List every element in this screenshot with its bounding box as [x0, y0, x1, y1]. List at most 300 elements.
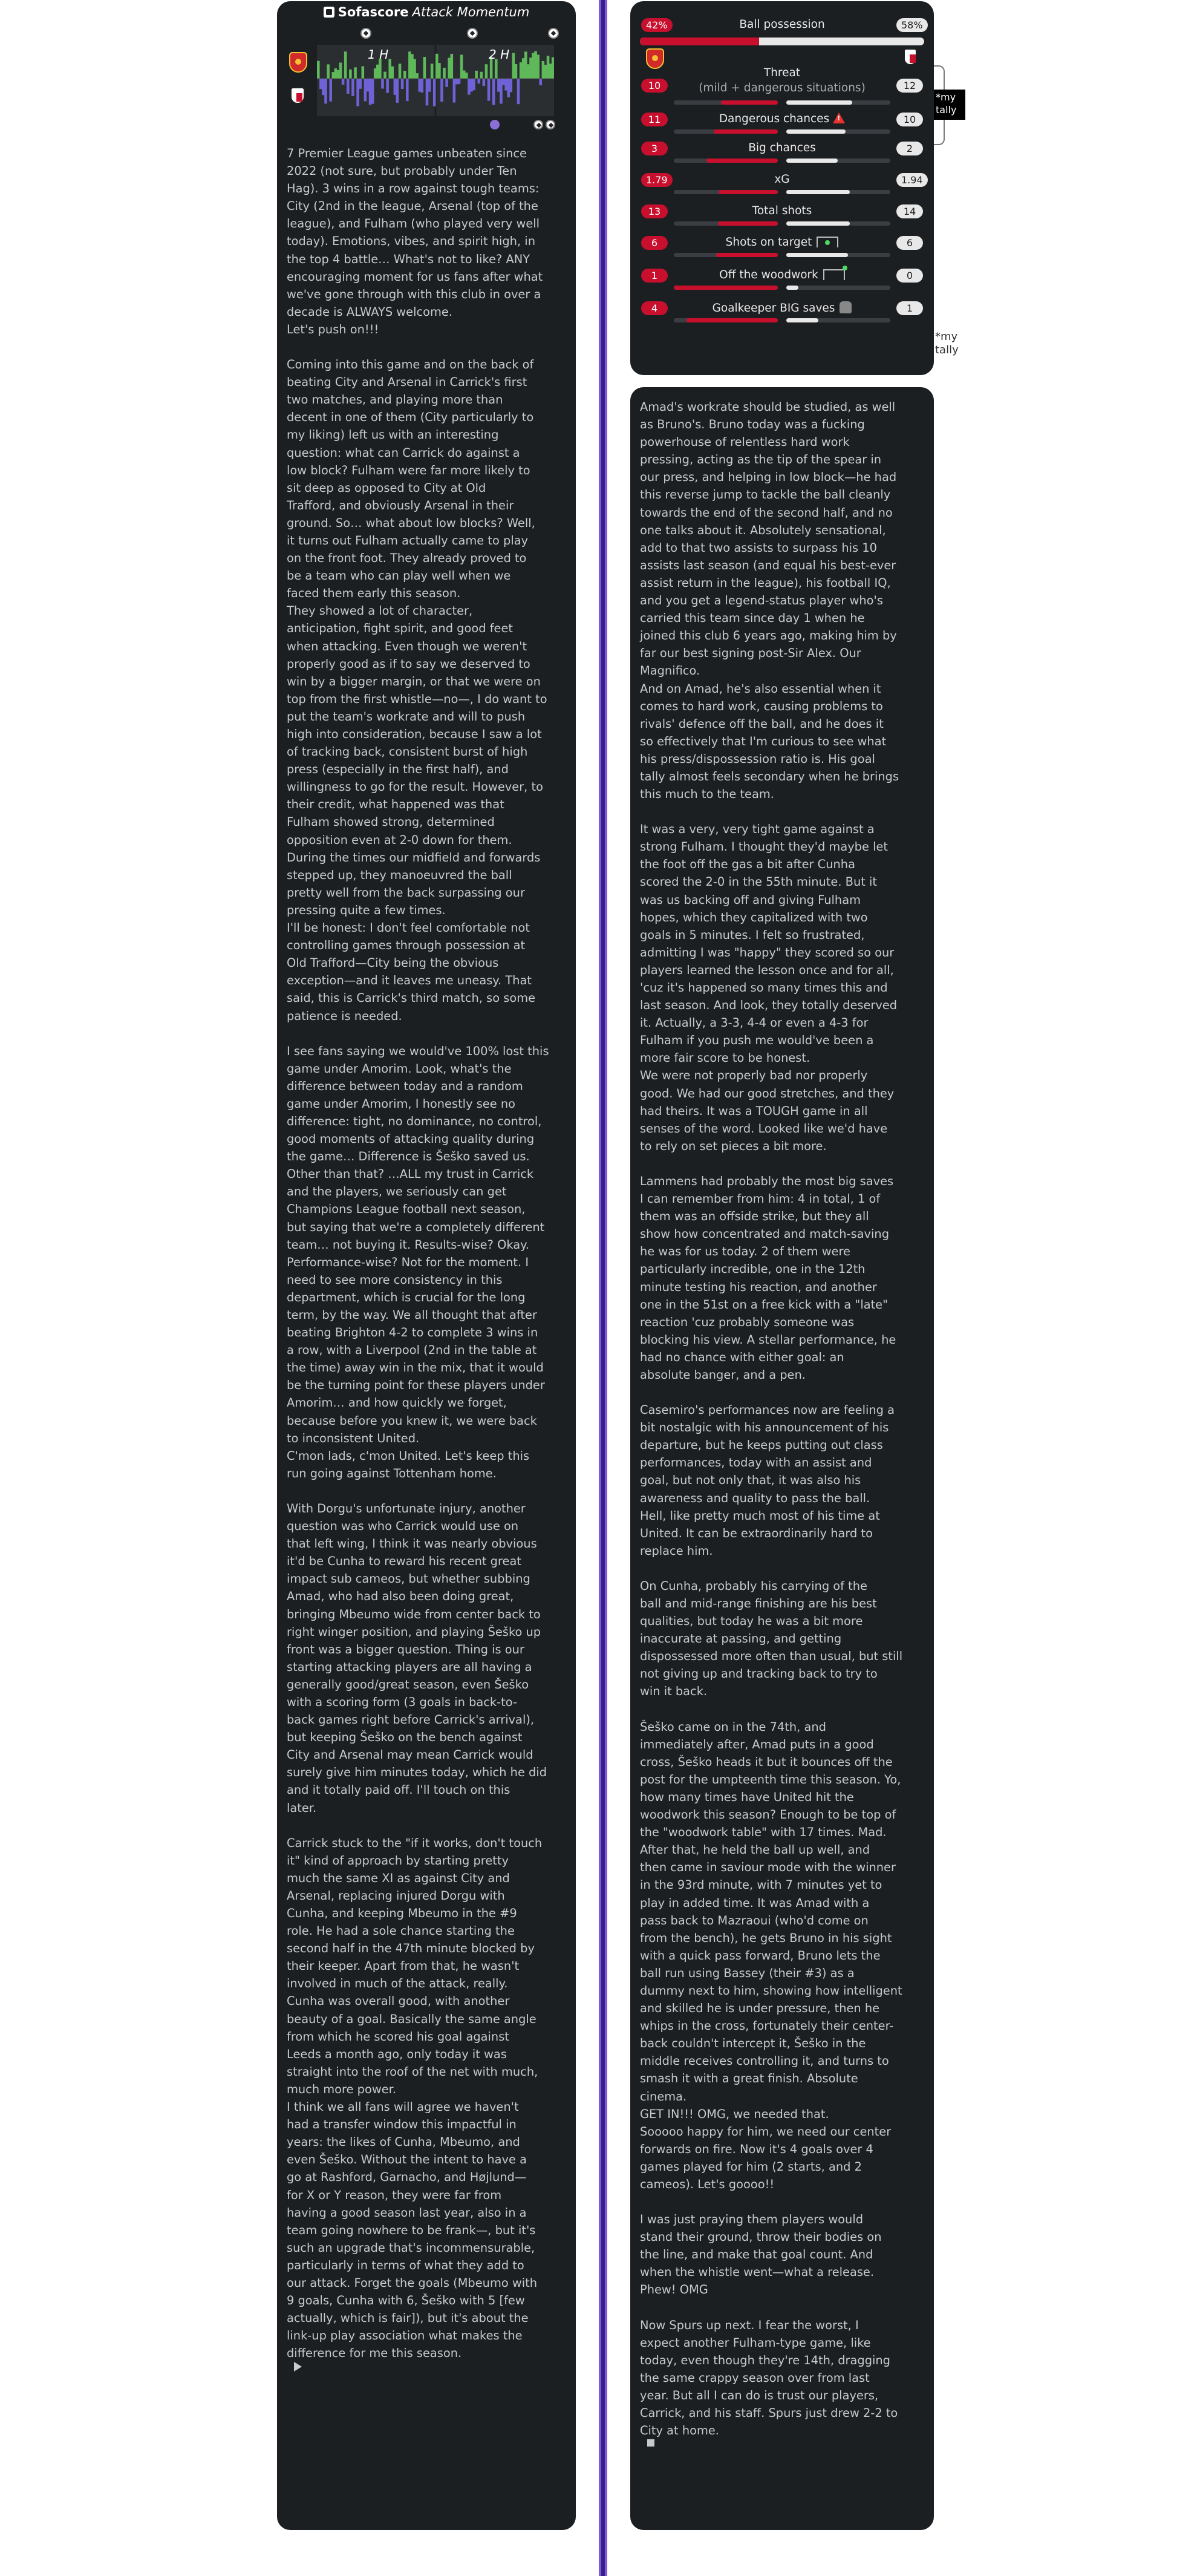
article-line: from which he scored his goal against: [287, 2029, 509, 2044]
article-line: carried this team since day 1 when he: [640, 611, 865, 626]
momentum-away-bar: [367, 79, 370, 91]
article-line: ball run using Bassey (their #3) as a: [640, 1966, 855, 1980]
momentum-home-bar: [413, 59, 416, 79]
article-line: woodwork this season? Enough to be top of: [640, 1808, 896, 1822]
article-line: add to that two assists to surpass his 10: [640, 540, 877, 555]
article-line: During the times our midfield and forwards: [287, 850, 541, 865]
article-line: faced them early this season.: [287, 586, 461, 601]
momentum-away-bar: [329, 79, 332, 102]
stat-home-value: 10: [641, 79, 668, 93]
momentum-away-bar: [517, 79, 520, 104]
fulham-badge-icon: [290, 87, 305, 104]
article-line: Carrick stuck to the "if it works, don't touch: [287, 1836, 543, 1850]
article-line: when attacking. Even though we weren't: [287, 639, 527, 653]
momentum-away-bar: [470, 79, 473, 92]
momentum-away-bar: [319, 79, 322, 89]
momentum-home-bar: [403, 71, 406, 79]
article-line: even Šeško. Without the intent to have a: [287, 2153, 527, 2167]
article-line: opposition even at 2-0 down for them.: [287, 832, 512, 847]
momentum-away-bar: [440, 79, 443, 102]
article-line: the top 4 battle… What's not to like? ANY: [287, 252, 530, 266]
article-line: the same crappy season over from last: [640, 2370, 870, 2385]
stat-label-text: Big chances: [748, 142, 816, 154]
momentum-home-bar: [529, 57, 532, 79]
article-line: admitting I was "happy" they scored so our: [640, 945, 895, 959]
article-line: absolute banger, and a pen.: [640, 1367, 806, 1382]
article-line: Champions League football next season,: [287, 1202, 526, 1217]
article-line: hopes, which they capitalized with two: [640, 910, 868, 924]
article-line: joined this club 6 years ago, making him by: [640, 629, 897, 643]
momentum-away-bar: [386, 79, 389, 93]
stat-away-value: 2: [896, 142, 923, 155]
tally-annotation-note: [935, 330, 959, 357]
article-line: departure, but he keeps putting out class: [640, 1438, 883, 1453]
article-line: Casemiro's performances now are feeling a: [640, 1403, 895, 1417]
stat-home-bar: [714, 129, 778, 134]
article-line: our attack. Forget the goals (Mbeumo with: [287, 2275, 538, 2290]
article-line: beauty of a goal. Basically the same angle: [287, 2012, 536, 2026]
momentum-title: Attack Momentum: [412, 5, 530, 19]
momentum-home-bar: [527, 64, 530, 79]
momentum-home-bar: [438, 63, 441, 79]
article-line: but keeping Šeško on the bench against: [287, 1730, 523, 1745]
article-line: replace him.: [640, 1543, 713, 1558]
momentum-home-bar: [451, 54, 454, 79]
momentum-home-bar: [416, 73, 419, 79]
article-paragraph: [287, 1042, 571, 1482]
article-line: his press/dispossession ratio is. His goal: [640, 751, 875, 766]
momentum-away-bar: [421, 79, 424, 93]
article-line: need to see more consistency in this: [287, 1272, 503, 1287]
possession-bar: [640, 38, 924, 45]
momentum-header: [277, 5, 576, 19]
momentum-away-bar: [540, 79, 543, 85]
article-line: it" kind of approach by starting pretty: [287, 1853, 509, 1868]
possession-bar-home-fill: [640, 38, 759, 45]
momentum-away-bar: [381, 79, 384, 89]
article-line: not giving up and tracking back to try to: [640, 1667, 878, 1681]
article-line: straight into the roof of the net with much,: [287, 2064, 538, 2079]
article-line: Phew! OMG: [640, 2283, 708, 2297]
momentum-away-bar: [426, 79, 429, 105]
article-line: I think we all fans will agree we haven't: [287, 2100, 519, 2114]
momentum-home-bar: [332, 72, 335, 79]
momentum-home-bar: [465, 73, 468, 79]
first-half-label: 1 H: [368, 47, 389, 62]
article-line: Lammens had probably the most big saves: [640, 1174, 894, 1188]
article-paragraph: [640, 820, 927, 1155]
article-line: cross, Šeško heads it but it bounces off the: [640, 1754, 893, 1769]
momentum-away-bar: [401, 79, 404, 89]
article-line: them was an offside strike, but they all: [640, 1209, 869, 1224]
article-line: 'cuz it's happened so many times this and: [640, 981, 888, 995]
article-line: towards the end of the second half, and no: [640, 505, 893, 520]
article-line: had theirs. It was a TOUGH game in all: [640, 1103, 868, 1118]
article-line: bringing Mbeumo wide from center back to: [287, 1607, 541, 1621]
article-line: game under Amorim. Look, what's the: [287, 1061, 512, 1076]
stat-away-bar: [786, 159, 838, 163]
article-line: term, by the way. We all thought that after: [287, 1308, 537, 1322]
stat-away-value: 6: [896, 236, 923, 250]
stat-home-bar: [716, 253, 778, 257]
momentum-away-bar: [369, 79, 372, 105]
tally-annotation-box: [934, 90, 965, 120]
article-line: smash it with a great finish. Absolute: [640, 2071, 858, 2086]
article-line: post for the umpteenth time this season. Yo,: [640, 1772, 901, 1787]
article-line: low block? Fulham were far more likely to: [287, 463, 530, 477]
stat-home-value: 3: [641, 142, 668, 155]
article-line: had a transfer window this impactful in: [287, 2117, 517, 2132]
stat-away-value: 12: [896, 79, 923, 93]
article-line: games played for him (2 starts, and 2: [640, 2159, 862, 2174]
article-paragraph: [287, 145, 571, 338]
article-line: from the bench), he gets Bruno in his sight: [640, 1930, 892, 1945]
substitution-icon: [490, 120, 500, 129]
article-line: properly good as if to say we deserved to: [287, 656, 530, 671]
article-line: win it back.: [640, 1684, 708, 1699]
article-line: Cunha, and keeping Mbeumo in the #9: [287, 1906, 517, 1920]
article-line: bit nostalgic with his announcement of his: [640, 1420, 889, 1435]
momentum-away-bar: [324, 79, 327, 103]
article-line: run going against Tottenham home.: [287, 1466, 497, 1480]
article-line: Arsenal, replacing injured Dorgu with: [287, 1888, 505, 1903]
momentum-away-bar: [445, 79, 448, 87]
momentum-away-bar: [371, 79, 374, 104]
momentum-home-bar: [495, 59, 498, 79]
goal-ball-icon: [548, 28, 559, 39]
article-line: good. We had our good stretches, and they: [640, 1086, 895, 1100]
tally-note-line-1: *my: [935, 330, 958, 343]
momentum-away-bar: [458, 79, 461, 84]
article-line: powerhouse of relentless hard work: [640, 435, 850, 449]
article-line: dispossessed more often than usual, but still: [640, 1649, 903, 1664]
article-line: goals in 5 minutes. I felt so frustrated,: [640, 927, 865, 942]
stat-home-value: 1.79: [641, 173, 673, 187]
momentum-away-bar: [364, 79, 367, 101]
momentum-home-bar: [344, 51, 347, 79]
article-line: tally almost feels secondary when he brings: [640, 769, 899, 783]
momentum-home-bar: [480, 72, 483, 79]
momentum-away-bar: [455, 79, 458, 84]
momentum-away-bar: [477, 79, 480, 83]
momentum-home-bar: [475, 71, 478, 79]
article-line: Sooooo happy for him, we need our center: [640, 2124, 892, 2139]
momentum-away-bar: [497, 79, 500, 92]
momentum-home-bar: [544, 65, 547, 79]
stat-away-bar: [786, 190, 850, 194]
post-icon: [823, 269, 845, 280]
article-line: I see fans saying we would've 100% lost this: [287, 1044, 549, 1058]
article-line: it turns out Fulham actually came to play: [287, 533, 529, 548]
article-line: two matches, and playing more than: [287, 393, 503, 407]
article-line: my liking) left us with an interesting: [287, 428, 499, 442]
stat-label: [667, 269, 898, 281]
left-article-card: [277, 1, 576, 2530]
article-line: much the same XI as against City and: [287, 1871, 510, 1885]
article-line: dummy next to him, showing how intelligent: [640, 1983, 902, 1998]
article-line: said, this is Carrick's third match, so some: [287, 991, 536, 1005]
article-line: and you get a legend-status player who's: [640, 593, 883, 608]
article-line: second half in the 47th minute blocked by: [287, 1941, 535, 1956]
stat-label: [667, 67, 898, 79]
article-line: stand their ground, throw their bodies on: [640, 2230, 882, 2244]
stat-home-value: 1: [641, 269, 668, 283]
stat-away-value: 1.94: [896, 173, 928, 187]
article-line: assists last season (and equal his best-ever: [640, 558, 896, 572]
article-paragraph: [640, 1577, 927, 1701]
stat-label-text: Dangerous chances: [719, 113, 830, 125]
article-line: their credit, what happened was that: [287, 797, 504, 812]
momentum-away-bar: [502, 79, 505, 85]
sofascore-logo-icon: [324, 7, 334, 18]
article-line: on the front foot. They already proved to: [287, 551, 527, 566]
stat-home-bar: [706, 159, 778, 163]
article-line: performances, today with an assist and: [640, 1456, 872, 1470]
article-line: pass back to Mazraoui (who'd come on: [640, 1913, 869, 1927]
right-article-card: [630, 387, 934, 2530]
article-line: it'd be Cunha to reward his recent great: [287, 1554, 521, 1569]
article-line: back couldn't intercept it, Šeško in the: [640, 2036, 866, 2051]
article-line: pressing quite a few times.: [287, 903, 446, 917]
article-line: difference: tight, no dominance, no control,: [287, 1114, 542, 1128]
momentum-home-bar: [408, 51, 411, 79]
article-line: put the team's workrate and will to push: [287, 709, 526, 724]
momentum-home-bar: [362, 66, 365, 79]
momentum-away-bar: [453, 79, 456, 103]
article-line: was us backing off and giving Fulham: [640, 892, 861, 907]
article-line: On Cunha, probably his carrying of the: [640, 1578, 867, 1593]
article-line: And on Amad, he's also essential when it: [640, 681, 881, 696]
article-line: that left wing, I think it was nearly obvious: [287, 1537, 537, 1551]
article-line: awareness and quality to pass the ball.: [640, 1491, 870, 1505]
article-line: rivals' defence off the ball, and he does it: [640, 716, 884, 731]
momentum-away-bar: [418, 79, 421, 92]
tally-box-line-1: *my: [936, 91, 956, 103]
stat-home-value: 4: [641, 301, 668, 315]
stat-label: [667, 204, 898, 217]
article-line: Šeško came on in the 74th, and: [640, 1719, 826, 1734]
article-line: back games right before Carrick's arrival),: [287, 1713, 535, 1727]
stop-icon: [647, 2439, 654, 2447]
possession-away-value: 58%: [896, 18, 928, 32]
article-paragraph: [287, 1500, 571, 1817]
article-line: exception—and it leaves me uneasy. That: [287, 973, 532, 988]
article-paragraph: [640, 1401, 927, 1560]
stat-away-bar: [786, 221, 850, 226]
article-line: and skilled he is under pressure, then he: [640, 2001, 880, 2016]
article-line: Hag). 3 wins in a row against tough teams:: [287, 181, 540, 196]
article-line: C'mon lads, c'mon United. Let's keep this: [287, 1448, 530, 1463]
manchester-united-badge-icon: [646, 48, 664, 69]
momentum-home-bar: [317, 61, 320, 79]
momentum-home-bar: [339, 62, 342, 79]
stat-label-text: xG: [774, 173, 790, 186]
article-line: Performance-wise? Not for the moment. I: [287, 1255, 529, 1269]
article-line: willingness to go for the result. However, to: [287, 780, 543, 794]
momentum-home-bar: [435, 54, 439, 79]
article-line: last season. And look, they totally deserved: [640, 998, 898, 1013]
goal-ball-icon: [546, 120, 555, 129]
article-line: After that, he held the ball up well, and: [640, 1843, 870, 1857]
possession-label: Ball possession: [739, 18, 825, 31]
article-line: this reverse jump to tackle the ball cleanly: [640, 488, 891, 502]
article-line: impact sub cameos, but whether subbing: [287, 1572, 530, 1586]
article-line: with a quick pass forward, Bruno lets the: [640, 1948, 881, 1963]
momentum-home-bar: [443, 68, 446, 79]
article-line: years: the likes of Cunha, Mbeumo, and: [287, 2135, 520, 2149]
article-line: comes to hard work, causing problems to: [640, 699, 883, 713]
match-stats-card: [630, 1, 934, 375]
tally-box-line-2: tally: [936, 104, 957, 116]
article-line: to inconsistent United.: [287, 1431, 420, 1445]
stat-label-text: Threat: [763, 67, 801, 79]
article-line: expect another Fulham-type game, like: [640, 2335, 871, 2350]
warning-icon: [833, 113, 845, 123]
article-line: City at home.: [640, 2422, 927, 2447]
stat-home-value: 6: [641, 236, 668, 250]
momentum-away-bar: [394, 79, 397, 95]
article-line: pretty well from the back surpassing our: [287, 885, 525, 900]
article-line: I'll be honest: I don't feel comfortable not: [287, 921, 530, 935]
article-line: I was just praying them players would: [640, 2212, 864, 2227]
article-line: Cunha was overall good, with another: [287, 1994, 510, 2009]
goal-ball-icon: [533, 120, 543, 129]
article-line: more fair score to be honest.: [640, 1051, 810, 1065]
momentum-home-bar: [522, 58, 525, 79]
article-line: anticipation, fight spirit, and good feet: [287, 621, 513, 636]
second-half-label: 2 H: [489, 47, 510, 62]
article-line: show how concentrated and match-saving: [640, 1227, 890, 1241]
goal-ball-icon: [360, 28, 371, 39]
stat-label: [667, 113, 898, 125]
right-article-text: [640, 398, 927, 2464]
article-line: 2022 (not sure, but probably under Ten: [287, 164, 517, 178]
article-line: press (especially in the first half), and: [287, 762, 509, 777]
article-line: link-up play association what makes the: [287, 2329, 523, 2343]
tally-note-line-2: tally: [935, 344, 959, 356]
stat-away-bar: [786, 253, 848, 257]
article-line: front was a bigger question. Thing is our: [287, 1642, 524, 1656]
article-line: difference between today and a random: [287, 1079, 523, 1093]
article-line: play in added time. It was Amad with a: [640, 1895, 870, 1910]
stat-home-bar: [718, 221, 778, 226]
article-line: today, even though they're 14th, dragging: [640, 2353, 890, 2367]
stat-away-bar: [786, 100, 852, 105]
momentum-home-bar: [349, 70, 352, 79]
article-line: pressing, acting as the tip of the spear in: [640, 453, 882, 467]
stat-label: [667, 173, 898, 186]
stat-label: [667, 301, 898, 315]
article-line: Leeds a month ago, only today it was: [287, 2047, 507, 2061]
article-line: beating City and Arsenal in Carrick's first: [287, 375, 527, 390]
stat-away-bar-track: [786, 286, 890, 290]
momentum-home-bar: [532, 53, 535, 79]
article-line: We were not properly bad nor properly: [640, 1068, 868, 1083]
article-line: Carrick, and his staff. Spurs just drew 2-2 to: [640, 2406, 898, 2421]
momentum-away-bar: [359, 79, 362, 89]
article-line: GET IN!!! OMG, we needed that.: [640, 2107, 829, 2121]
article-line: because before you knew it, we were back: [287, 1413, 537, 1428]
page-divider: [599, 0, 607, 2576]
article-paragraph: [287, 356, 571, 1025]
article-line: but saying that we're a completely different: [287, 1220, 545, 1234]
stat-away-bar: [786, 318, 818, 322]
article-line: patience is needed.: [287, 1008, 402, 1023]
article-line: the foot off the gas a bit after Cunha: [640, 857, 855, 872]
momentum-away-bar: [428, 79, 431, 92]
article-line: far our best signing post-Sir Alex. Our: [640, 646, 861, 661]
article-paragraph: [640, 398, 927, 803]
article-line: particularly in terms of what they add to: [287, 2258, 524, 2272]
article-line: difference for me this season.: [287, 2344, 571, 2372]
article-line: whips in the cross, fortunately their center-: [640, 2019, 894, 2033]
article-paragraph: [640, 2316, 927, 2447]
momentum-home-bar: [524, 51, 527, 79]
article-line: cinema.: [640, 2089, 687, 2104]
article-line: They showed a lot of character,: [287, 604, 473, 618]
stat-home-value: 13: [641, 204, 668, 218]
article-paragraph: [640, 2211, 927, 2298]
momentum-home-bar: [485, 64, 488, 79]
article-line: in the 93rd minute, with 7 minutes yet to: [640, 1878, 882, 1892]
stat-away-value: 14: [896, 204, 923, 218]
article-line: team… not buying it. Results-wise? Okay.: [287, 1237, 529, 1252]
stat-label-text: Goalkeeper BIG saves: [712, 302, 835, 315]
article-line: decade is ALWAYS welcome.: [287, 304, 452, 319]
article-line: with a scoring form (3 goals in back-to-: [287, 1695, 517, 1709]
article-line: role. He had a sole chance starting the: [287, 1924, 515, 1938]
article-line: decent in one of them (City particularly to: [287, 410, 534, 425]
momentum-home-bar: [549, 64, 552, 79]
article-line: Old Trafford—City being the obvious: [287, 956, 499, 970]
momentum-home-bar: [337, 70, 340, 79]
article-line: a row, with a Liverpool (2nd in the table at: [287, 1343, 537, 1358]
momentum-home-bar: [534, 51, 537, 79]
momentum-away-bar: [504, 79, 507, 91]
article-line: team going nowhere to be frank—, but it's: [287, 2223, 536, 2237]
momentum-away-bar: [396, 79, 399, 103]
momentum-home-bar: [411, 54, 414, 79]
article-line: how many times have United hit the: [640, 1790, 854, 1804]
momentum-home-bar: [431, 64, 434, 79]
stat-away-value: 1: [896, 301, 923, 315]
stat-home-bar: [674, 286, 778, 290]
article-line: minute testing his reaction, and another: [640, 1280, 877, 1294]
stat-away-bar: [786, 286, 798, 290]
article-line: top from the first whistle—no—, I do want to: [287, 691, 547, 706]
article-line: go at Rashford, Garnacho, and Højlund—: [287, 2170, 527, 2185]
momentum-away-bar: [356, 79, 359, 106]
article-line: assist return in the league), his football IQ,: [640, 575, 891, 590]
article-line: their keeper. Apart from that, he wasn't: [287, 1959, 520, 1973]
article-line: it. Actually, a 3-3, 4-4 or even a 4-3 for: [640, 1016, 869, 1030]
article-line: United. It can be extraordinarily hard to: [640, 1526, 873, 1540]
momentum-away-bar: [322, 79, 325, 95]
article-line: qualities, but today he was a bit more: [640, 1614, 863, 1629]
momentum-away-bar: [342, 79, 345, 85]
momentum-away-bar: [483, 79, 486, 86]
article-line: be the turning point for these players under: [287, 1378, 545, 1393]
article-line: strong Fulham. I thought they'd maybe let: [640, 840, 888, 854]
article-line: Fulham if you push me would've been a: [640, 1033, 874, 1048]
left-article-text: [287, 145, 571, 2389]
article-line: such an upgrade that's incommensurable,: [287, 2240, 535, 2255]
article-line: beating Brighton 4-2 to complete 3 wins in: [287, 1326, 538, 1340]
article-line: when the whistle went—what a release.: [640, 2265, 875, 2280]
momentum-home-bar: [536, 54, 540, 79]
momentum-home-bar: [448, 57, 451, 79]
article-line: starting attacking players are all having a: [287, 1659, 532, 1674]
